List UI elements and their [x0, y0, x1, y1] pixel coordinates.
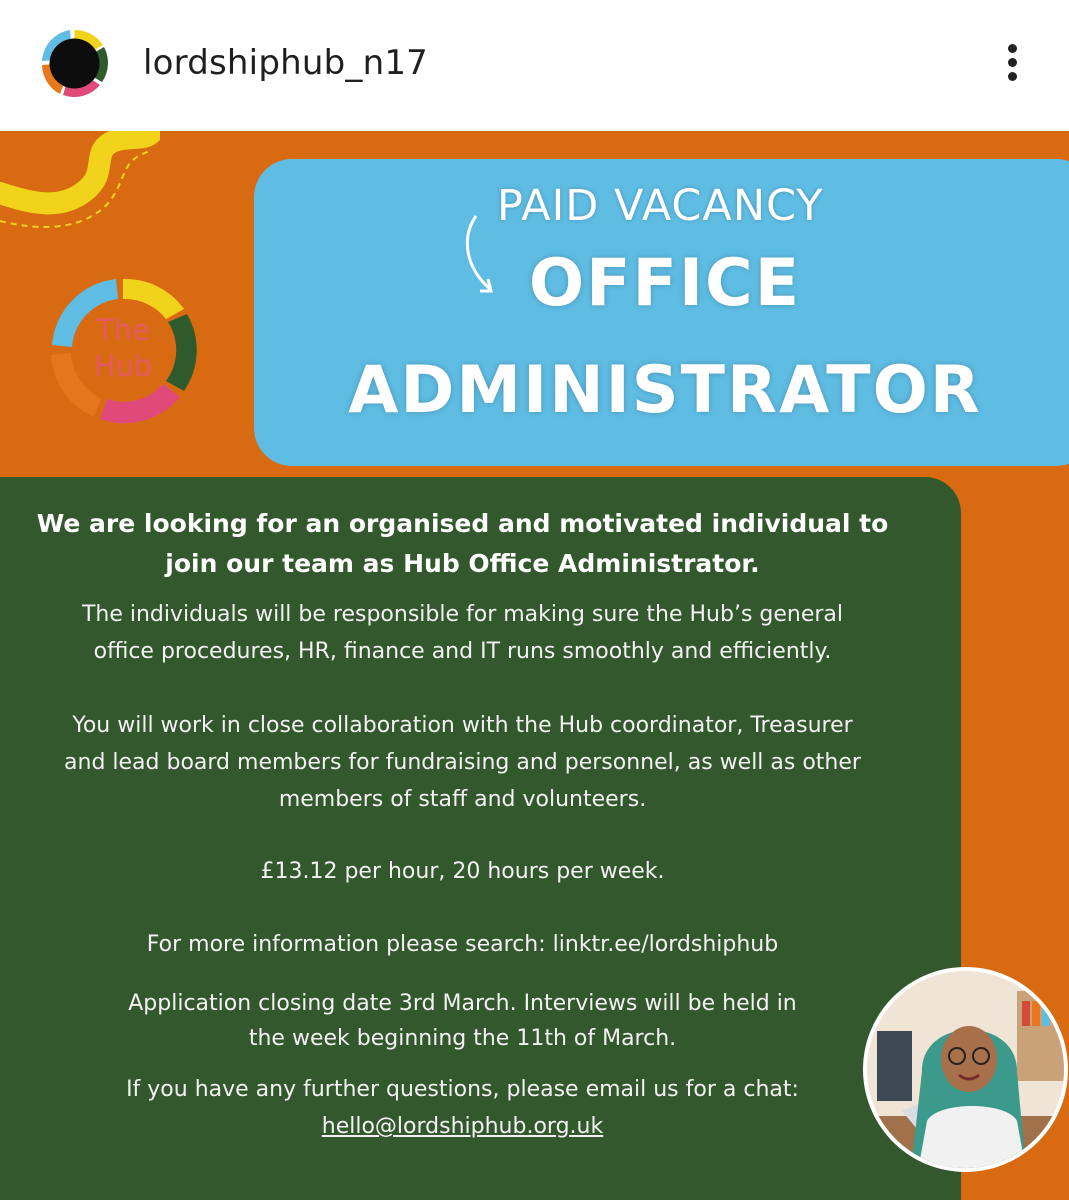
questions-line: If you have any further questions, please email us for a chat:	[126, 1077, 799, 1102]
post-image	[0, 131, 1069, 1200]
responsibilities-paragraph	[0, 596, 925, 670]
title-line-2: ADMINISTRATOR	[348, 353, 982, 428]
title-line-1: OFFICE	[528, 246, 802, 321]
username[interactable]: lordshiphub_n17	[143, 43, 428, 83]
lead-line-1: We are looking for an organised and motivated individual to	[36, 509, 889, 538]
post-header	[0, 0, 1069, 131]
p2-line-2: and lead board members for fundraising and personnel, as well as other	[64, 750, 861, 775]
closing-date-text	[0, 986, 925, 1056]
email-link[interactable]: hello@lordshiphub.org.uk	[321, 1114, 604, 1139]
the-hub-logo	[42, 271, 204, 431]
lead-line-2: join our team as Hub Office Administrator.	[165, 549, 760, 578]
collaboration-paragraph	[0, 707, 925, 818]
profile-avatar[interactable]	[36, 25, 113, 102]
logo-text-hub: Hub	[93, 349, 153, 383]
squiggle-decoration	[0, 131, 160, 241]
person-illustration-icon	[867, 971, 1068, 1172]
p2-line-1: You will work in close collaboration with the Hub coordinator, Treasurer	[72, 713, 853, 738]
paid-vacancy-label: PAID VACANCY	[497, 181, 824, 231]
more-info-text: For more information please search: linktr.ee/lordshiphub	[146, 932, 779, 957]
logo-text-the: The	[96, 313, 150, 347]
p1-line-1: The individuals will be responsible for making sure the Hub’s general	[81, 602, 844, 627]
pay-text: £13.12 per hour, 20 hours per week.	[260, 859, 665, 884]
closing-line-2: the week beginning the 11th of March.	[248, 1026, 677, 1051]
administrator-illustration	[863, 967, 1068, 1172]
lead-text	[0, 504, 925, 584]
closing-line-1: Application closing date 3rd March. Interviews will be held in	[128, 991, 797, 1016]
p1-line-2: office procedures, HR, finance and IT runs smoothly and efficiently.	[93, 639, 832, 664]
more-options-icon[interactable]	[996, 40, 1028, 86]
p2-line-3: members of staff and volunteers.	[278, 787, 647, 812]
questions-text	[0, 1071, 925, 1145]
